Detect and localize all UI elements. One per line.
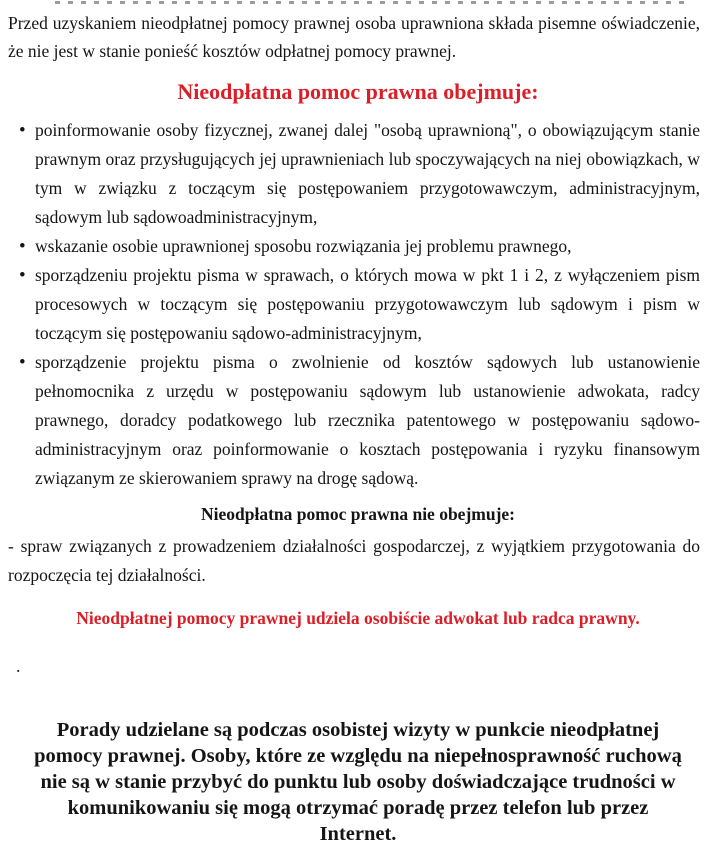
list-item: • sporządzeniu projektu pisma w sprawach, o których mowa w pkt 1 i 2, z wyłączeniem pism procesowych w toczącym się postępowaniu przygotowawczym lub sądowym i pism w toczącym się postępowaniu sądowo-administracyjnym,	[35, 261, 700, 348]
includes-heading: Nieodpłatna pomoc prawna obejmuje:	[177, 79, 539, 104]
stray-period: .	[16, 656, 21, 676]
list-item: • poinformowanie osoby fizycznej, zwanej dalej "osobą uprawnioną", o obowiązującym stanie prawnym oraz przysługujących jej uprawnieniach lub spoczywających na niej obowiązkach, w tym w związku z toczącym się postępowaniem przygotowawczym, administracyjnym, sądowym lub sądowoadministracyjnym,	[35, 116, 700, 232]
list-item: • sporządzenie projektu pisma o zwolnienie od kosztów sądowych lub ustanowienie pełnomocnika z urzędu w postępowaniu sądowym lub ustanowienie adwokata, radcy prawnego, doradcy podatkowego lub rzecznika patentowego w postępowaniu sądowo-administracyjnym oraz poinformowanie o kosztach postępowania i ryzyku finansowym związanym ze skierowaniem sprawy na drogę sądową.	[35, 348, 700, 493]
excludes-heading: Nieodpłatna pomoc prawna nie obejmuje:	[200, 504, 516, 524]
excludes-paragraph: - spraw związanych z prowadzeniem działalności gospodarczej, z wyjątkiem przygotowania do rozpoczęcia tej działalności.	[8, 536, 700, 585]
closing-note: Porady udzielane są podczas osobistej wizyty w punkcie nieodpłatnej pomocy prawnej. Osoby, które ze względu na niepełnosprawność ruchową nie są w stanie przybyć do punktu lub osoby doświadczające trudności w komunikowaniu się mogą otrzymać poradę przez telefon lub przez Internet.	[34, 719, 682, 845]
includes-list	[0, 116, 716, 493]
provider-note: Nieodpłatnej pomocy prawnej udziela osobiście adwokat lub radca prawny.	[76, 608, 640, 628]
document-page	[0, 1, 716, 866]
intro-paragraph: Przed uzyskaniem nieodpłatnej pomocy prawnej osoba uprawniona składa pisemne oświadczenie, że nie jest w stanie ponieść kosztów odpłatnej pomocy prawnej.	[8, 13, 700, 61]
list-item: • wskazanie osobie uprawnionej sposobu rozwiązania jej problemu prawnego,	[35, 232, 700, 261]
clipped-text-artifact	[55, 1, 690, 4]
